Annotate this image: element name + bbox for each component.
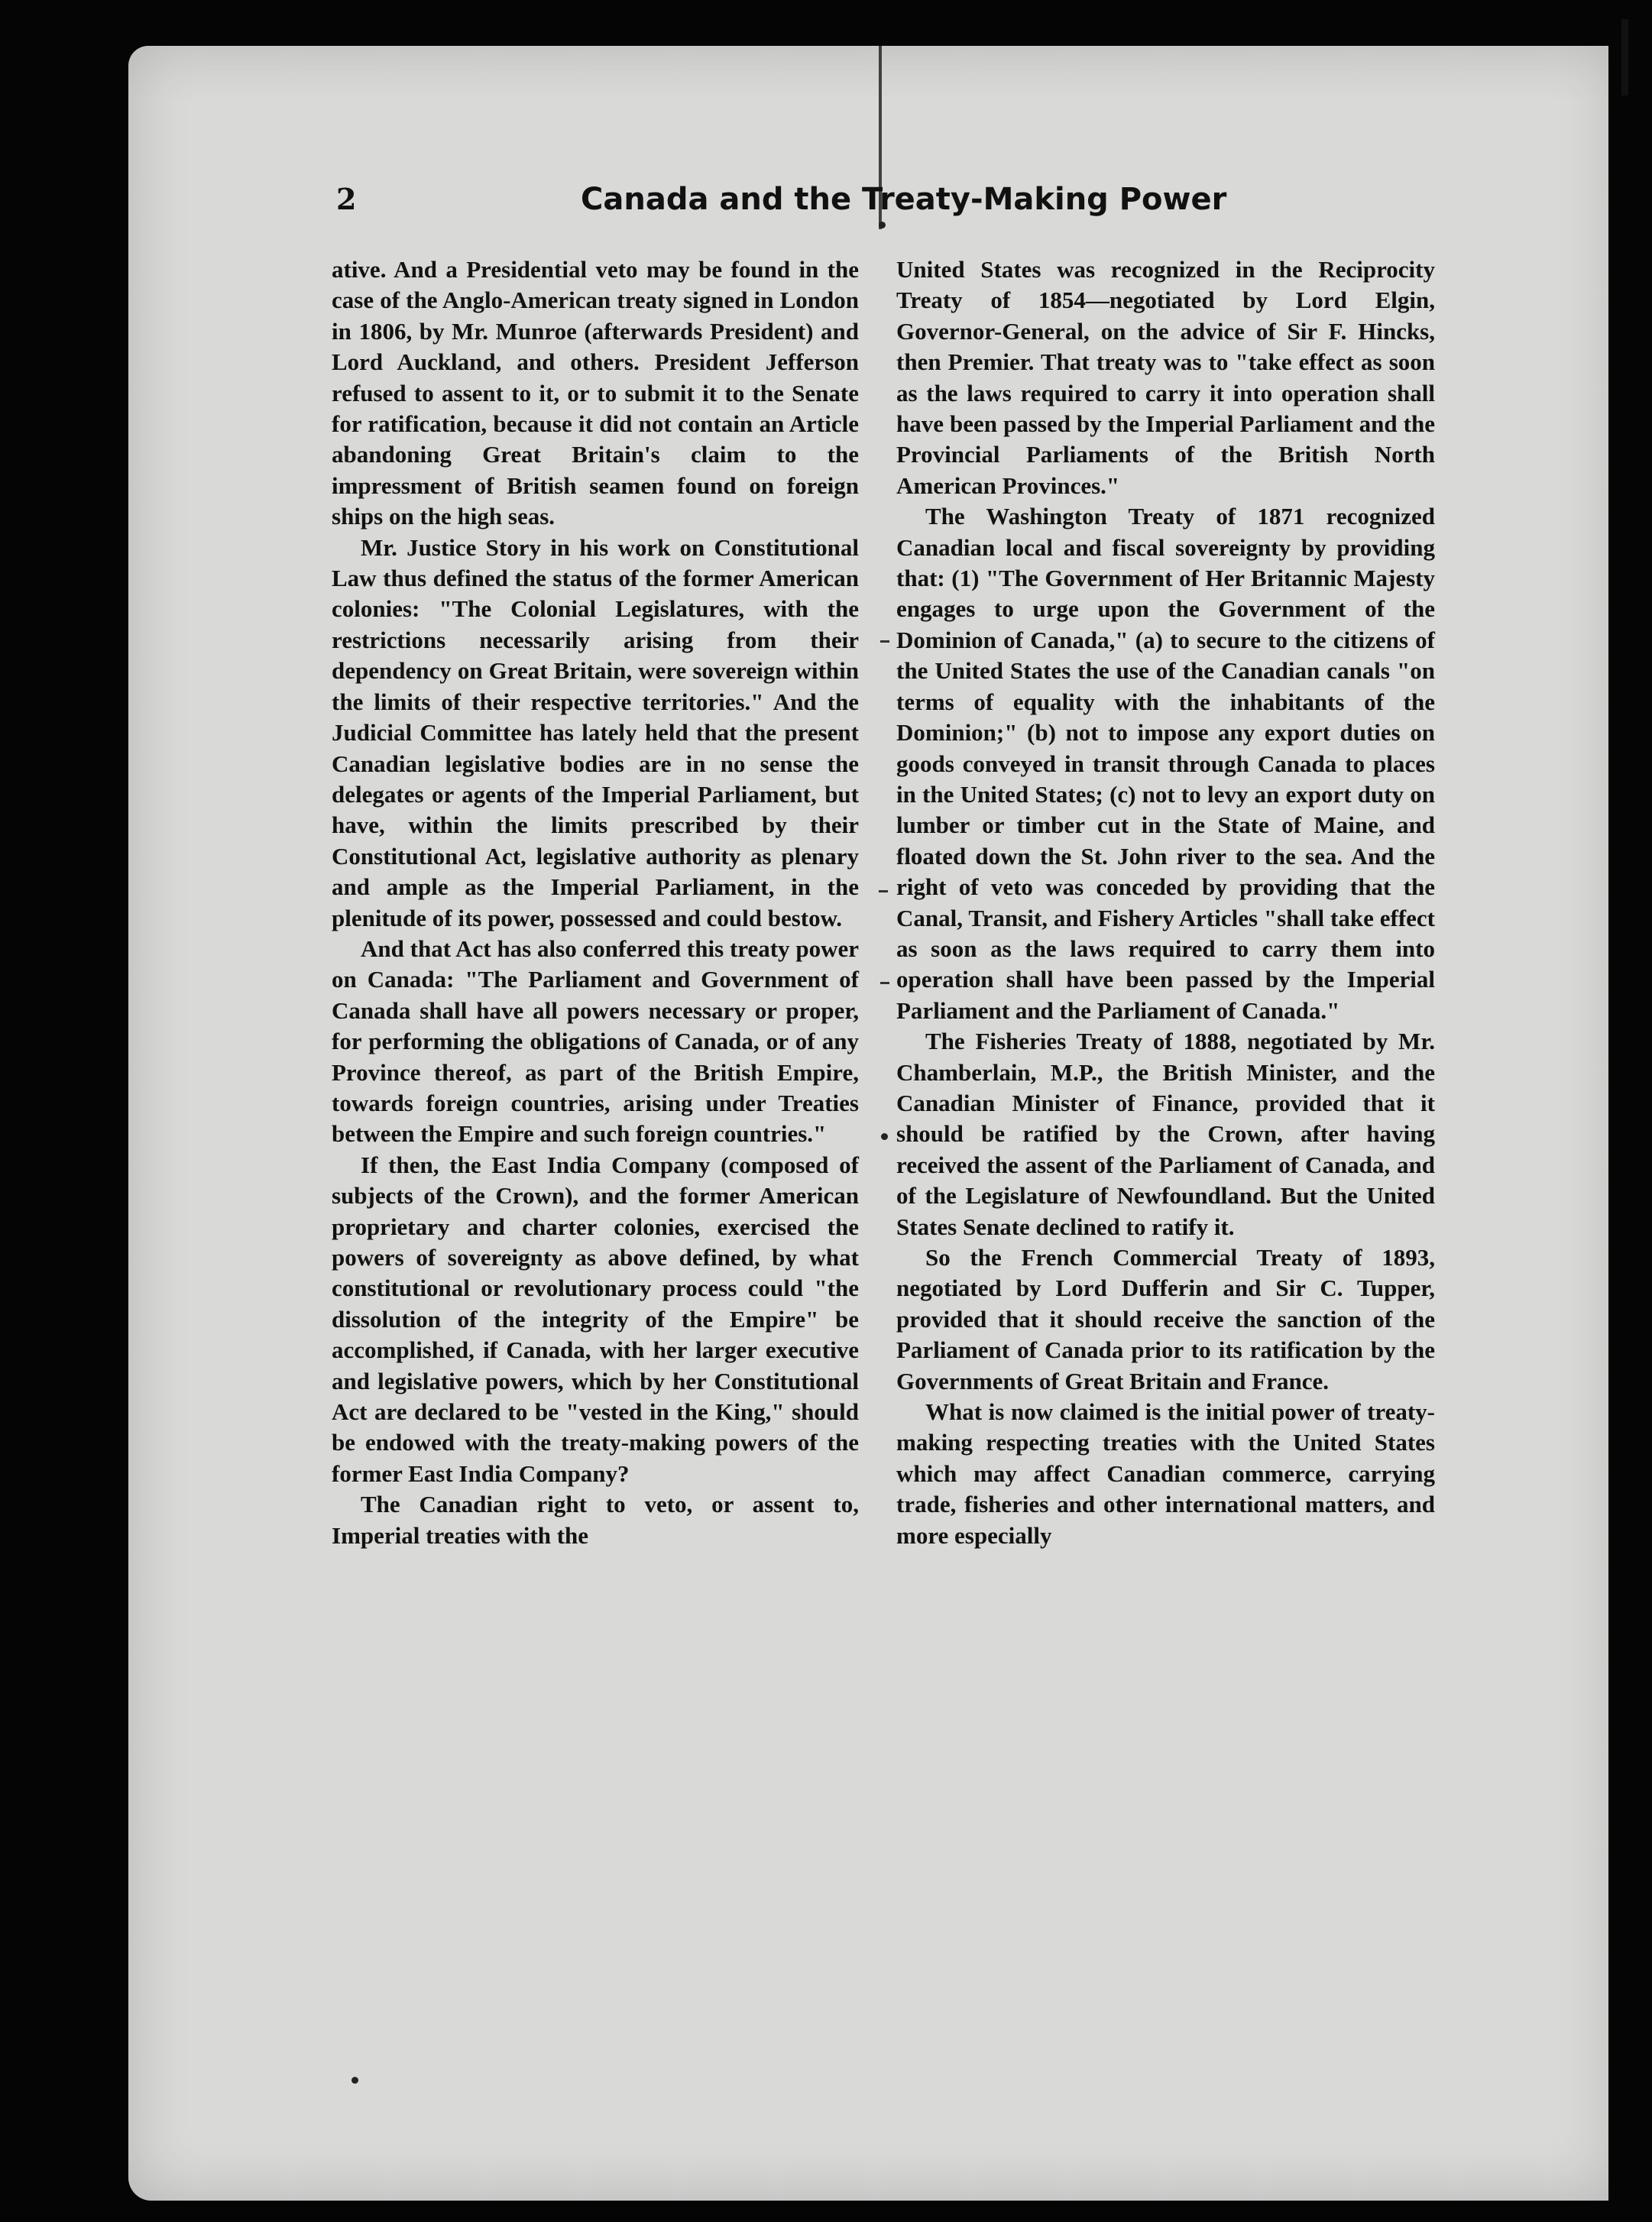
paragraph: ative. And a Presidential veto may be found in the case of the Anglo-American treaty signed in London in 1806, by Mr. Munroe (afterwards President) and Lord Auckland, and others. President Jefferson refused to assent to it, or to submit it to the Senate for ratification, because it did not contain an Article abandoning Great Britain's claim to the impressment of British seamen found on foreign ships on the high seas.: [332, 256, 859, 530]
paragraph: Mr. Justice Story in his work on Constitutional Law thus defined the status of the former American colonies: "The Colonial Legislatures, with the restrictions necessarily arising from their dependency on Great Britain, were sovereign within the limits of their respective territories." And the Judicial Committee has lately held that the present Canadian legislative bodies are in no sense the delegates or agents of the Imperial Parliament, but have, within the limits prescribed by their Constitutional Act, legislative authority as plenary and ample as the Imperial Parliament, in the plenitude of its power, possessed and could bestow.: [332, 533, 859, 931]
paragraph: The Fisheries Treaty of 1888, negotiated by Mr. Chamberlain, M.P., the British Minister, and the Canadian Minister of Finance, provided that it should be ratified by the Crown, after having received the assent of the Parliament of Canada, and of the Legislature of Newfoundland. But the United States Senate declined to ratify it.: [896, 1028, 1435, 1240]
stray-mark: [351, 2077, 358, 2084]
scan-edge-mark: [1621, 19, 1628, 96]
stray-mark: [879, 222, 886, 228]
scan-border: [1608, 0, 1652, 2222]
paragraph: And that Act has also conferred this treaty power on Canada: "The Parliament and Government of Canada shall have all powers necessary or proper, for performing the obligations of Canada, or of any Province thereof, as part of the British Empire, towards foreign countries, arising under Treaties between the Empire and such foreign countries.": [332, 934, 859, 1148]
paragraph: So the French Commercial Treaty of 1893, negotiated by Lord Dufferin and Sir C. Tupper, provided that it should receive the sanction of the Parliament of Canada prior to its ratification by the Governments of Great Britain and France.: [896, 1244, 1435, 1394]
page-number: 2: [336, 182, 357, 216]
left-column: [332, 254, 859, 1551]
paragraph: What is now claimed is the initial power of treaty-making respecting treaties with the United States which may affect Canadian commerce, carrying trade, fisheries and other international matters, and more especially: [896, 1398, 1435, 1549]
paragraph: The Canadian right to veto, or assent to, Imperial treaties with the: [332, 1491, 859, 1549]
paragraph: If then, the East India Company (composed of subjects of the Crown), and the former American proprietary and charter colonies, exercised the powers of sovereignty as above defined, by what constitutional or revolutionary process could "the dissolution of the integrity of the Empire" be accomplished, if Canada, with her larger executive and legislative powers, which by her Constitutional Act are declared to be "vested in the King," should be endowed with the treaty-making powers of the former East India Company?: [332, 1151, 859, 1487]
gutter-mark: [879, 890, 888, 892]
gutter-mark: [880, 640, 889, 643]
page-header: [290, 182, 1284, 228]
running-title: Canada and the Treaty-Making Power: [581, 182, 1227, 217]
right-column: [896, 254, 1435, 1551]
gutter-mark: [880, 982, 889, 984]
stray-mark: [881, 1133, 888, 1140]
paragraph: The Washington Treaty of 1871 recognized Canadian local and fiscal sovereignty by providing that: (1) "The Government of Her Britannic Majesty engages to urge upon the Government of the Dominion of Canada," (a) to secure to the citizens of the United States the use of the Canadian canals "on terms of equality with the inhabitants of the Dominion;" (b) not to impose any export duties on goods conveyed in transit through Canada to places in the United States; (c) not to levy an export duty on lumber or timber cut in the State of Maine, and floated down the St. John river to the sea. And the right of veto was conceded by providing that the Canal, Transit, and Fishery Articles "shall take effect as soon as the laws required to carry them into operation shall have been passed by the Imperial Parliament and the Parliament of Canada.": [896, 503, 1435, 1024]
paragraph: United States was recognized in the Reciprocity Treaty of 1854—negotiated by Lord Elgin, Governor-General, on the advice of Sir F. Hincks, then Premier. That treaty was to "take effect as soon as the laws required to carry it into operation shall have been passed by the Imperial Parliament and the Provincial Parliaments of the British North American Provinces.": [896, 256, 1435, 499]
